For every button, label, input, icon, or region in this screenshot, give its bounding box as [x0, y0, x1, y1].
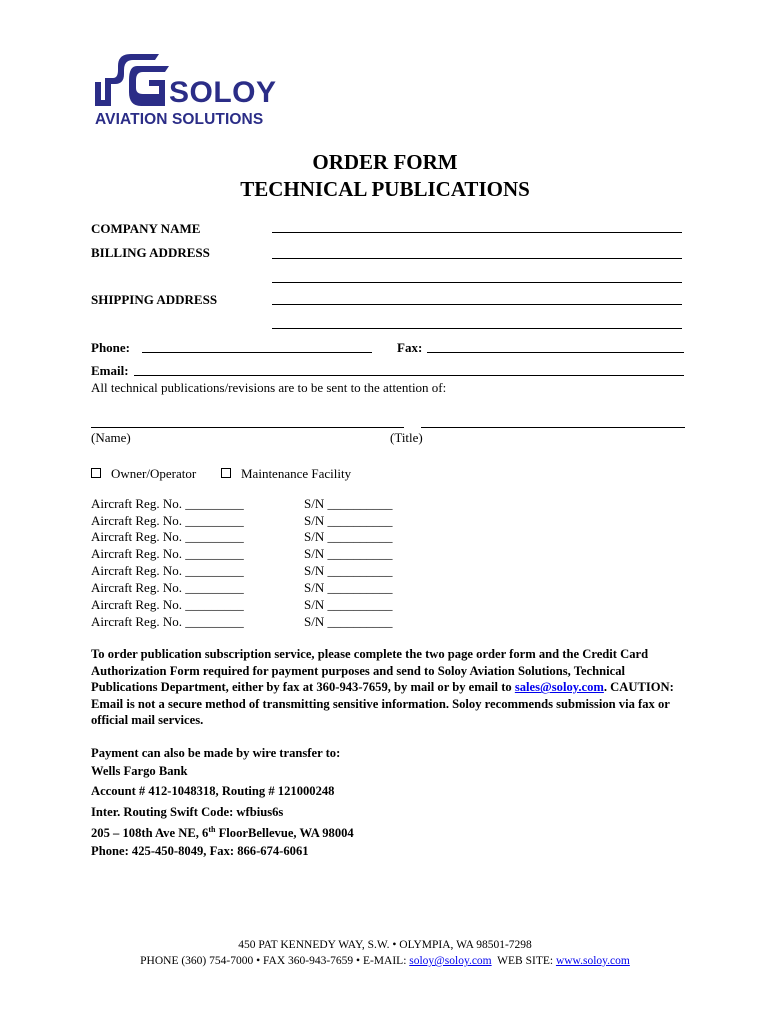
owner-operator-checkbox[interactable] [91, 468, 101, 478]
aircraft-reg-field[interactable]: Aircraft Reg. No. _________ [91, 563, 244, 578]
instructions-paragraph [91, 646, 691, 729]
account-routing: Account # 412-1048318, Routing # 121000248 [91, 784, 335, 798]
footer-email-link[interactable]: soloy@soloy.com [409, 955, 492, 967]
soloy-logo [93, 52, 293, 134]
owner-operator-option[interactable] [91, 467, 196, 480]
attention-name-field[interactable] [91, 427, 404, 428]
aircraft-reg-field[interactable]: Aircraft Reg. No. _________ [91, 496, 244, 511]
maintenance-facility-checkbox[interactable] [221, 468, 231, 478]
bank-address-city: FloorBellevue, WA 98004 [215, 826, 354, 841]
attention-note: All technical publications/revisions are to be sent to the attention of: [91, 380, 447, 395]
title-caption: (Title) [390, 430, 423, 445]
serial-number-field[interactable]: S/N __________ [304, 614, 393, 629]
aircraft-reg-field[interactable]: Aircraft Reg. No. _________ [91, 614, 244, 629]
instructions-text-1: To order publication subscription service, please complete the two page order form and the Credit Card Authorization Form required for payment purposes and send to Soloy Aviation Solutions, Technical Publications Department, either by fax at 360-943-7659, by mail or by email to [91, 647, 649, 695]
payment-intro: Payment can also be made by wire transfer to: [91, 746, 341, 760]
serial-number-field[interactable]: S/N __________ [304, 563, 393, 578]
soloy-logo-mark-icon [93, 52, 173, 108]
billing-address-label: BILLING ADDRESS [91, 245, 210, 260]
phone-label: Phone: [91, 340, 130, 355]
logo-subtitle: AVIATION SOLUTIONS [95, 111, 264, 128]
shipping-address-label: SHIPPING ADDRESS [91, 292, 218, 307]
billing-address-field-1[interactable] [272, 258, 682, 259]
footer-contact-text: PHONE (360) 754-7000 • FAX 360-943-7659 • E-MAIL: [140, 955, 410, 967]
fax-field[interactable] [427, 352, 684, 353]
aircraft-reg-field[interactable]: Aircraft Reg. No. _________ [91, 580, 244, 595]
sales-email-link[interactable]: sales@soloy.com [514, 680, 604, 695]
serial-number-field[interactable]: S/N __________ [304, 546, 393, 561]
aircraft-reg-field[interactable]: Aircraft Reg. No. _________ [91, 529, 244, 544]
aircraft-reg-field[interactable]: Aircraft Reg. No. _________ [91, 546, 244, 561]
logo-name: SOLOY [169, 76, 277, 109]
serial-number-field[interactable]: S/N __________ [304, 513, 393, 528]
phone-field[interactable] [142, 352, 372, 353]
maintenance-facility-label: Maintenance Facility [241, 466, 352, 481]
owner-operator-label: Owner/Operator [111, 466, 197, 481]
fax-label: Fax: [397, 340, 423, 355]
swift-code: Inter. Routing Swift Code: wfbius6s [91, 805, 284, 819]
footer-contact [0, 956, 770, 968]
aircraft-reg-field[interactable]: Aircraft Reg. No. _________ [91, 513, 244, 528]
serial-number-field[interactable]: S/N __________ [304, 496, 393, 511]
footer-website-link[interactable]: www.soloy.com [555, 955, 630, 967]
form-title: ORDER FORM [312, 150, 458, 174]
footer-web-label: WEB SITE: [491, 955, 556, 967]
bank-address-street: 205 – 108th Ave NE, 6 [91, 826, 209, 841]
email-field[interactable] [134, 375, 684, 376]
shipping-address-field-2[interactable] [272, 328, 682, 329]
maintenance-facility-option[interactable] [221, 467, 351, 480]
billing-address-field-2[interactable] [272, 282, 682, 283]
serial-number-field[interactable]: S/N __________ [304, 529, 393, 544]
attention-title-field[interactable] [421, 427, 685, 428]
company-name-field[interactable] [272, 232, 682, 233]
email-label: Email: [91, 363, 129, 378]
bank-address-sup: th [208, 825, 216, 834]
bank-name: Wells Fargo Bank [91, 764, 188, 778]
shipping-address-field-1[interactable] [272, 304, 682, 305]
serial-number-field[interactable]: S/N __________ [304, 580, 393, 595]
company-name-label: COMPANY NAME [91, 221, 201, 236]
bank-phone-fax: Phone: 425-450-8049, Fax: 866-674-6061 [91, 844, 309, 858]
form-subtitle: TECHNICAL PUBLICATIONS [240, 177, 530, 201]
bank-address [91, 826, 354, 840]
name-caption: (Name) [91, 430, 131, 445]
instructions-text-2: . CAUTION: Email is not a secure method of transmitting sensitive information. Soloy recommends submission via fax or official mail services. [91, 680, 674, 728]
aircraft-reg-field[interactable]: Aircraft Reg. No. _________ [91, 597, 244, 612]
footer-address: 450 PAT KENNEDY WAY, S.W. • OLYMPIA, WA 98501-7298 [238, 939, 532, 951]
serial-number-field[interactable]: S/N __________ [304, 597, 393, 612]
